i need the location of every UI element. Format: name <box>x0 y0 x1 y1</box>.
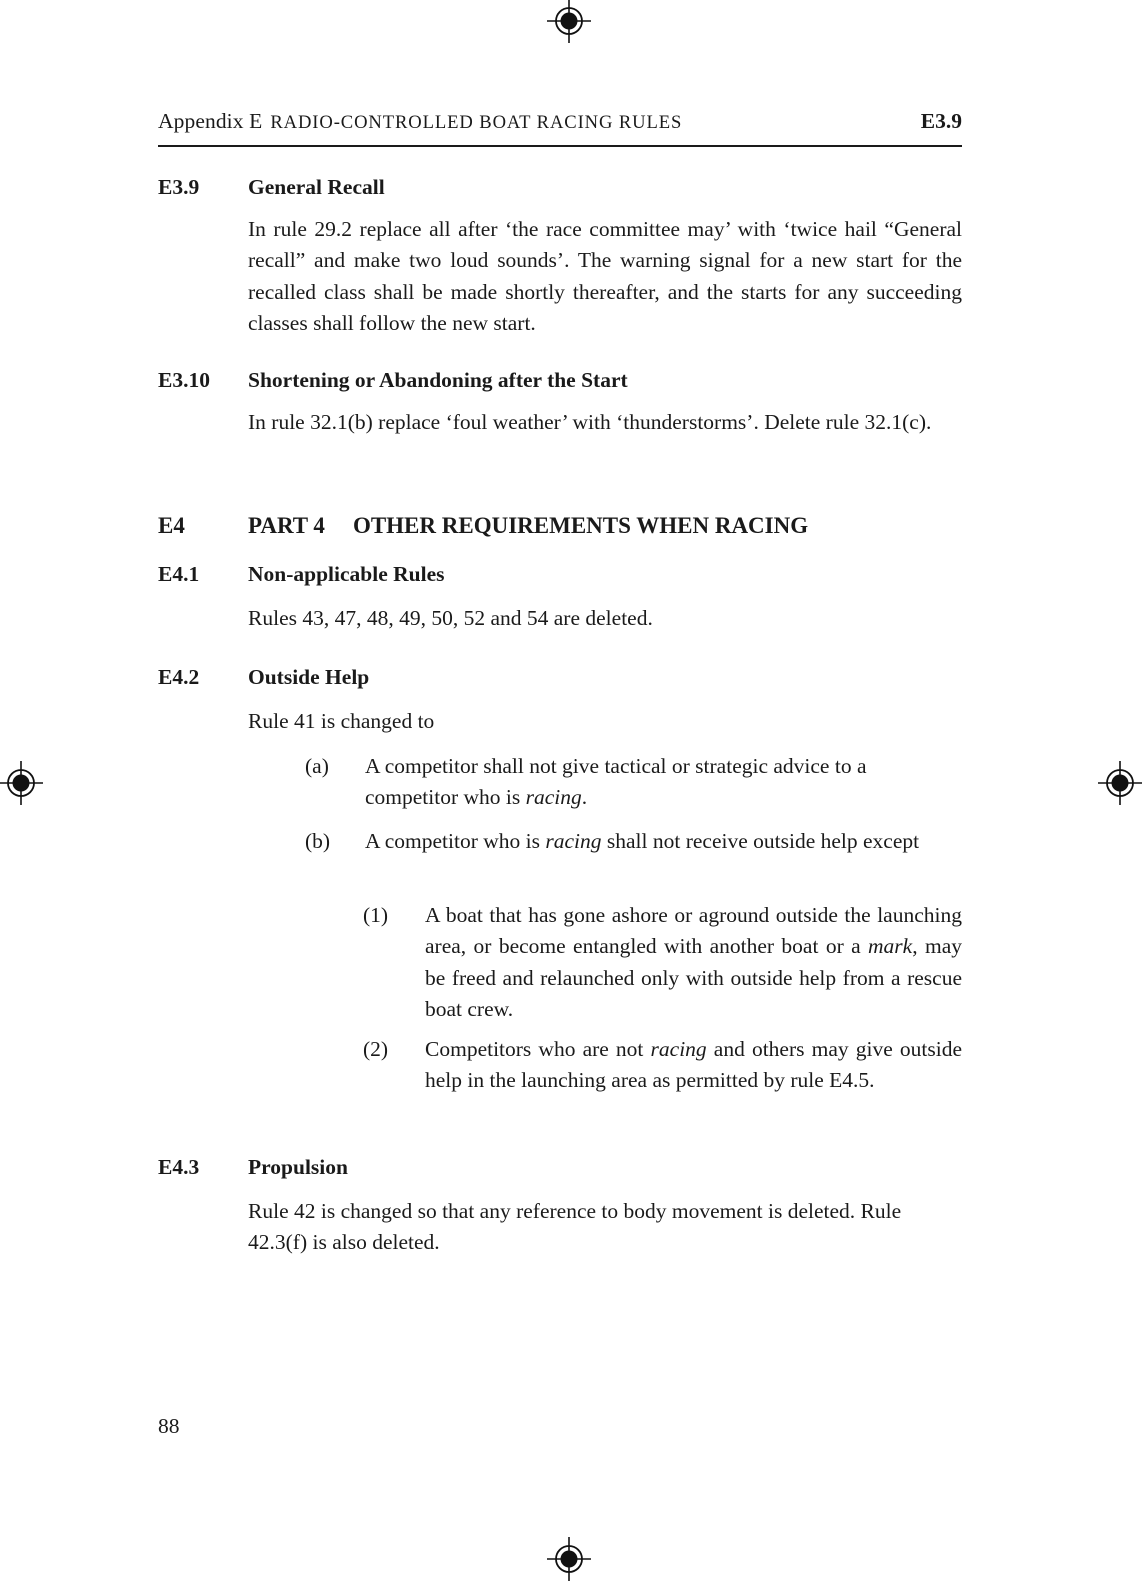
list-item-marker: (b) <box>305 829 331 853</box>
section-e4-2-title: Outside Help <box>248 665 370 689</box>
registration-mark-left <box>0 760 44 806</box>
sub-list-item-text-after: , may be freed and relaunched only with outside help from a rescue boat crew. <box>425 934 962 1022</box>
section-e4-1-title: Non-applicable Rules <box>248 562 445 586</box>
section-e4-1-body: Rules 43, 47, 48, 49, 50, 52 and 54 are deleted. <box>248 606 653 630</box>
running-head-left <box>158 109 682 134</box>
registration-mark-right <box>1097 760 1143 806</box>
section-e4-number: E4 <box>158 513 185 538</box>
list-item-italic-term: racing <box>525 785 582 810</box>
sub-list-item-text-before: Competitors who are not <box>425 1037 651 1061</box>
sub-list-item <box>425 900 962 1026</box>
section-e3-10-title: Shortening or Abandoning after the Start <box>248 368 628 392</box>
sub-list-item-marker: (2) <box>363 1037 389 1061</box>
section-e3-10-body: In rule 32.1(b) replace ‘foul weather’ with ‘thunderstorms’. Delete rule 32.1(c). <box>248 410 932 434</box>
section-e4-3-body: Rule 42 is changed so that any reference to body movement is deleted. Rule 42.3(f) is also deleted. <box>248 1199 902 1255</box>
section-e3-9-body: In rule 29.2 replace all after ‘the race committee may’ with ‘twice hail “General recall” and make two loud sounds’. The warning signal for a new start for the recalled class shall be made shortly thereafter, and the starts for any succeeding classes shall follow the new start. <box>248 217 962 336</box>
sub-list-item <box>425 1034 962 1097</box>
running-head-title: RADIO-CONTROLLED BOAT RACING RULES <box>270 112 683 133</box>
page-number: 88 <box>158 1414 180 1438</box>
running-head-appendix: Appendix E <box>158 109 263 133</box>
list-item <box>365 751 962 814</box>
section-e3-9-title: General Recall <box>248 175 385 199</box>
list-item-text-after: . <box>581 785 588 810</box>
list-item-text-after: shall not receive outside help except <box>601 829 920 853</box>
section-e4-3-title: Propulsion <box>248 1155 348 1179</box>
section-e3-10-number: E3.10 <box>158 368 210 392</box>
running-head-rule-ref: E3.9 <box>920 109 962 133</box>
registration-mark-bottom <box>546 1536 592 1582</box>
list-item-italic-term: racing <box>545 829 602 853</box>
sub-list-item-italic-term: mark <box>868 934 913 959</box>
list-item-text-before: A competitor shall not give tactical or strategic advice to a competitor who is <box>365 754 867 810</box>
sub-list-item-marker: (1) <box>363 903 389 927</box>
section-e3-9-number: E3.9 <box>158 175 200 199</box>
section-e4-1-number: E4.1 <box>158 562 200 586</box>
list-item-marker: (a) <box>305 754 329 778</box>
header-divider-rule <box>158 145 962 147</box>
section-e4-title-wrap <box>248 511 808 541</box>
running-head <box>158 109 962 143</box>
section-e4-2-body: Rule 41 is changed to <box>248 709 435 733</box>
sub-list-item-italic-term: racing <box>650 1037 707 1061</box>
sub-list-item-text-before: A boat that has gone ashore or aground outside the launching area, or become entangled with another boat or a <box>425 903 962 959</box>
section-e4-3-number: E4.3 <box>158 1155 200 1179</box>
sub-list-item-text-after: and others may give outside help in the launching area as permitted by rule E4.5. <box>425 1037 962 1093</box>
list-item <box>365 826 962 857</box>
section-e4-2-number: E4.2 <box>158 665 200 689</box>
section-e4-part-label: PART 4 <box>248 513 325 538</box>
registration-mark-top <box>546 0 592 44</box>
section-e4-title: OTHER REQUIREMENTS WHEN RACING <box>352 513 809 538</box>
list-item-text-before: A competitor who is <box>365 829 546 853</box>
